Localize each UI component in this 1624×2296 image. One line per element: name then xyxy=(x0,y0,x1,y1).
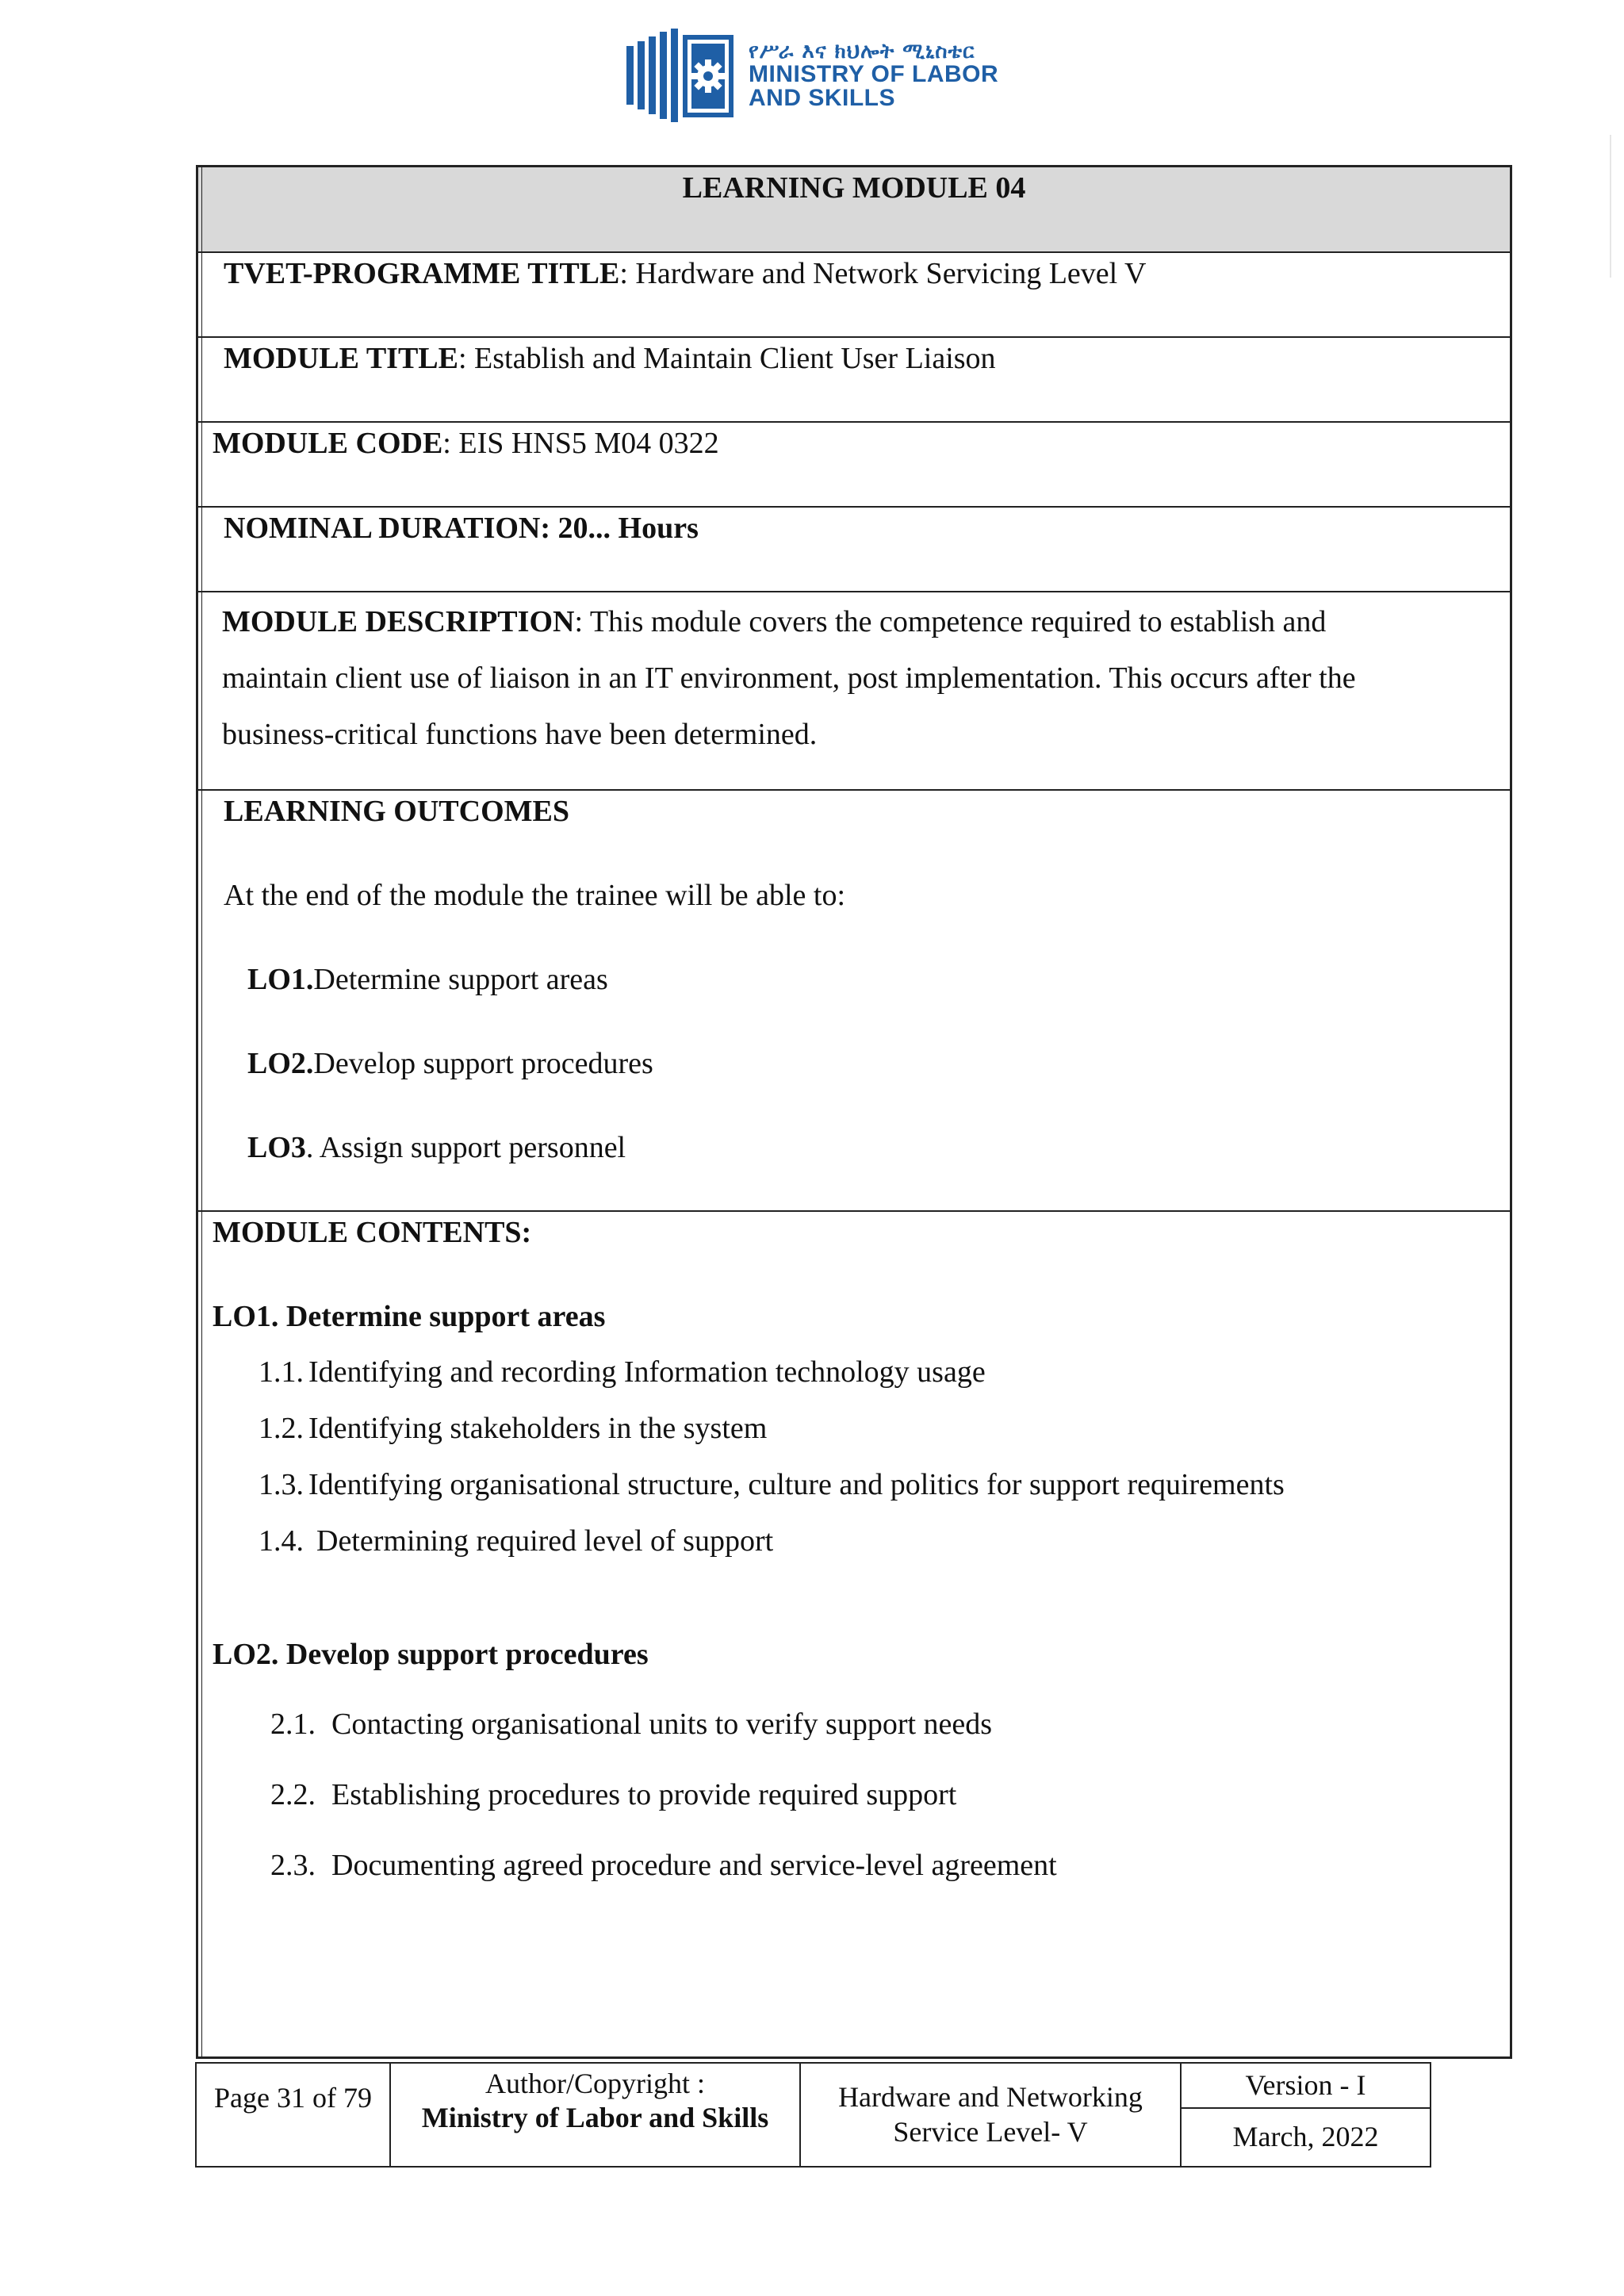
description-line-1 xyxy=(222,594,1483,650)
module-code-row xyxy=(198,423,1510,508)
description-label: MODULE DESCRIPTION xyxy=(222,605,575,638)
contents-item xyxy=(213,1524,1510,1580)
page-footer xyxy=(195,2062,1431,2168)
item-number: 1.2. xyxy=(259,1412,304,1445)
author-label: Author/Copyright : xyxy=(485,2068,705,2099)
module-code-label: MODULE CODE xyxy=(213,427,443,460)
item-text: Identifying stakeholders in the system xyxy=(308,1412,768,1445)
contents-item xyxy=(213,1411,1510,1467)
logo-amharic-text: የሥራ እና ክህሎት ሚኒስቴር xyxy=(749,40,975,64)
contents-item xyxy=(213,1777,1510,1848)
item-text: Identifying and recording Information technology usage xyxy=(308,1355,986,1389)
outcome-code: LO3 xyxy=(247,1131,306,1164)
item-number: 2.2. xyxy=(270,1778,316,1811)
item-number: 2.1. xyxy=(270,1708,316,1741)
contents-lo1-title: LO1. Determine support areas xyxy=(213,1300,606,1333)
item-text: Identifying organisational structure, culture and politics for support requirements xyxy=(308,1468,1285,1501)
contents-item xyxy=(213,1467,1510,1524)
module-title-value: : Establish and Maintain Client User Liaison xyxy=(458,342,996,375)
ministry-emblem-icon xyxy=(625,29,744,124)
item-number: 1.1. xyxy=(259,1355,304,1389)
footer-version-cell xyxy=(1182,2064,1430,2166)
programme-value: : Hardware and Network Servicing Level V xyxy=(619,257,1147,290)
module-contents-row xyxy=(198,1212,1510,1918)
course-line-1: Hardware and Networking xyxy=(838,2081,1143,2114)
module-title-row xyxy=(198,167,1510,253)
contents-item xyxy=(213,1848,1510,1918)
module-title-label: MODULE TITLE xyxy=(224,342,458,375)
outcome-item xyxy=(224,1046,1510,1130)
duration-row xyxy=(198,508,1510,592)
item-text: Establishing procedures to provide required support xyxy=(331,1778,957,1811)
outcome-code: LO1. xyxy=(247,963,314,996)
item-text: Contacting organisational units to verify support needs xyxy=(331,1708,993,1741)
outcome-text: Develop support procedures xyxy=(313,1047,653,1080)
author-value: Ministry of Labor and Skills xyxy=(421,2102,769,2134)
description-row xyxy=(198,592,1510,791)
logo-line-1: MINISTRY OF LABOR xyxy=(749,60,999,87)
outcome-code: LO2. xyxy=(247,1047,314,1080)
version-text: Version - I xyxy=(1182,2064,1430,2109)
learning-outcomes-row xyxy=(198,791,1510,1212)
ministry-logo xyxy=(625,29,998,124)
footer-page-cell xyxy=(197,2064,391,2166)
item-text: Documenting agreed procedure and service-level agreement xyxy=(331,1849,1057,1882)
module-table xyxy=(196,165,1512,2059)
outcome-text: Determine support areas xyxy=(313,963,608,996)
footer-course-cell xyxy=(801,2064,1182,2166)
logo-line-2: AND SKILLS xyxy=(749,85,895,112)
item-number: 2.3. xyxy=(270,1849,316,1882)
item-number: 1.4. xyxy=(259,1524,304,1558)
course-line-2: Service Level- V xyxy=(893,2115,1088,2148)
date-text: March, 2022 xyxy=(1232,2121,1379,2153)
programme-row xyxy=(198,253,1510,338)
contents-item xyxy=(213,1355,1510,1411)
contents-item xyxy=(213,1707,1510,1777)
module-heading: LEARNING MODULE 04 xyxy=(682,171,1026,205)
nominal-duration: NOMINAL DURATION: 20... Hours xyxy=(224,512,699,545)
outcome-item xyxy=(224,962,1510,1046)
outcome-text: . Assign support personnel xyxy=(305,1131,626,1164)
module-title-row-2 xyxy=(198,338,1510,423)
description-line-2: maintain client use of liaison in an IT environment, post implementation. This occurs after the xyxy=(222,661,1356,695)
page-edge-shadow xyxy=(1610,135,1611,278)
contents-lo2-title: LO2. Develop support procedures xyxy=(213,1638,649,1671)
item-text: Determining required level of support xyxy=(316,1524,774,1558)
logo-text xyxy=(749,41,998,111)
module-contents-heading: MODULE CONTENTS: xyxy=(213,1216,532,1249)
learning-outcomes-heading: LEARNING OUTCOMES xyxy=(224,795,569,828)
learning-outcomes-intro: At the end of the module the trainee will be able to: xyxy=(224,879,846,912)
page-number: Page 31 of 79 xyxy=(214,2082,372,2114)
programme-label: TVET-PROGRAMME TITLE xyxy=(224,257,620,290)
item-number: 1.3. xyxy=(259,1468,304,1501)
description-text-1: : This module covers the competence required to establish and xyxy=(574,605,1327,638)
footer-author-cell xyxy=(391,2064,801,2166)
description-line-3: business-critical functions have been determined. xyxy=(222,718,818,751)
module-code-value: : EIS HNS5 M04 0322 xyxy=(442,427,719,460)
outcome-item xyxy=(224,1130,1510,1214)
